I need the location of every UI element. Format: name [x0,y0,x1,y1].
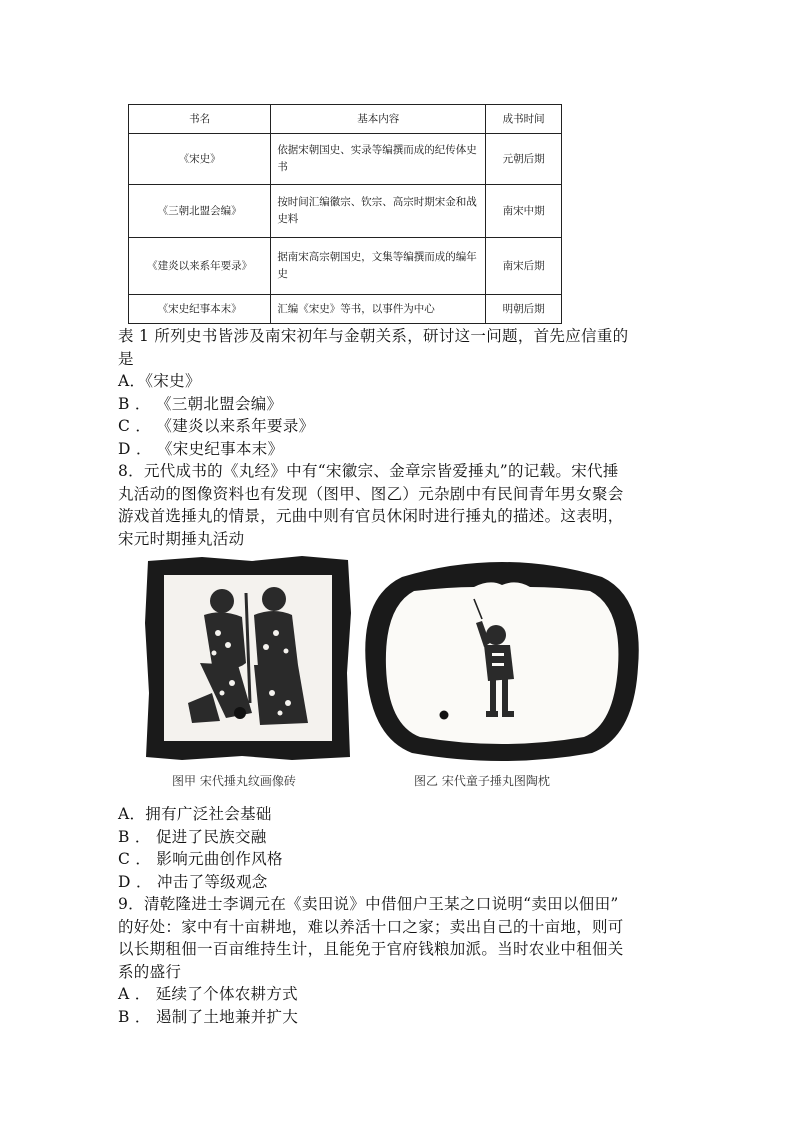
book-time: 南宋后期 [486,238,562,295]
figure-b-caption: 图乙 宋代童子捶丸图陶枕 [414,774,550,788]
table-row [129,238,562,295]
option-a: A．拥有广泛社会基础 [118,805,272,823]
question-7 [118,325,678,460]
question-8 [118,460,678,550]
table-row [129,134,562,185]
figure-a-caption: 图甲 宋代捶丸纹画像砖 [172,774,296,788]
question-9 [118,893,678,1028]
question-stem: 的好处：家中有十亩耕地，难以养活十口之家；卖出自己的十亩地，则可 [118,917,624,936]
table-row [129,295,562,324]
book-content: 据南宋高宗朝国史，文集等编撰而成的编年史 [271,238,486,295]
option-b: B ． 促进了民族交融 [118,827,267,846]
question-stem: 丸活动的图像资料也有发现（图甲、图乙）元杂剧中有民间青年男女聚会 [118,484,624,503]
option-a: A ． 延续了个体农耕方式 [118,985,298,1003]
option-a: A．《宋史》 [118,372,201,390]
book-time: 南宋中期 [486,185,562,238]
book-name: 《宋史纪事本末》 [129,295,271,324]
option-b: B ． 遏制了土地兼并扩大 [118,1007,299,1026]
book-content: 依据宋朝国史、实录等编撰而成的纪传体史书 [271,134,486,185]
option-c: C ． 影响元曲创作风格 [118,850,283,868]
book-name: 《宋史》 [129,134,271,185]
option-d: D ． 《宋史纪事本末》 [118,439,284,458]
question-stem: 9．清乾隆进士李调元在《卖田说》中借佃户王某之口说明“卖田以佃田” [118,895,619,913]
book-time: 明朝后期 [486,295,562,324]
question-stem: 以长期租佃一百亩维持生计，且能免于官府钱粮加派。当时农业中租佃关 [118,940,624,958]
figure-b-pillow-image [362,557,642,763]
option-c: C ． 《建炎以来系年要录》 [118,417,315,435]
book-time: 元朝后期 [486,134,562,185]
option-d: D ． 冲击了等级观念 [118,872,268,891]
option-b: B ． 《三朝北盟会编》 [118,394,283,413]
question-stem: 表 1 所列史书皆涉及南宋初年与金朝关系，研讨这一问题，首先应信重的 [118,327,629,345]
book-content: 汇编《宋史》等书，以事件为中心 [271,295,486,324]
table-header-cell: 成书时间 [486,105,562,134]
question-stem: 8．元代成书的《丸经》中有“宋徽宗、金章宗皆爱捶丸”的记载。宋代捶 [118,462,619,480]
history-books-table [128,104,562,324]
table-header-cell: 书名 [129,105,271,134]
question-8-options [118,803,678,893]
question-stem: 游戏首选捶丸的情景，元曲中则有官员休闲时进行捶丸的描述。这表明， [118,507,624,525]
table-header-cell: 基本内容 [271,105,486,134]
table-header-row [129,105,562,134]
book-name: 《建炎以来系年要录》 [129,238,271,295]
question-stem: 是 [118,349,134,368]
question-stem: 系的盛行 [118,962,182,981]
figure-a-brick-image [142,553,354,763]
book-name: 《三朝北盟会编》 [129,185,271,238]
book-content: 按时间汇编徽宗、钦宗、高宗时期宋金和战史料 [271,185,486,238]
table-row [129,185,562,238]
question-stem: 宋元时期捶丸活动 [118,529,245,548]
